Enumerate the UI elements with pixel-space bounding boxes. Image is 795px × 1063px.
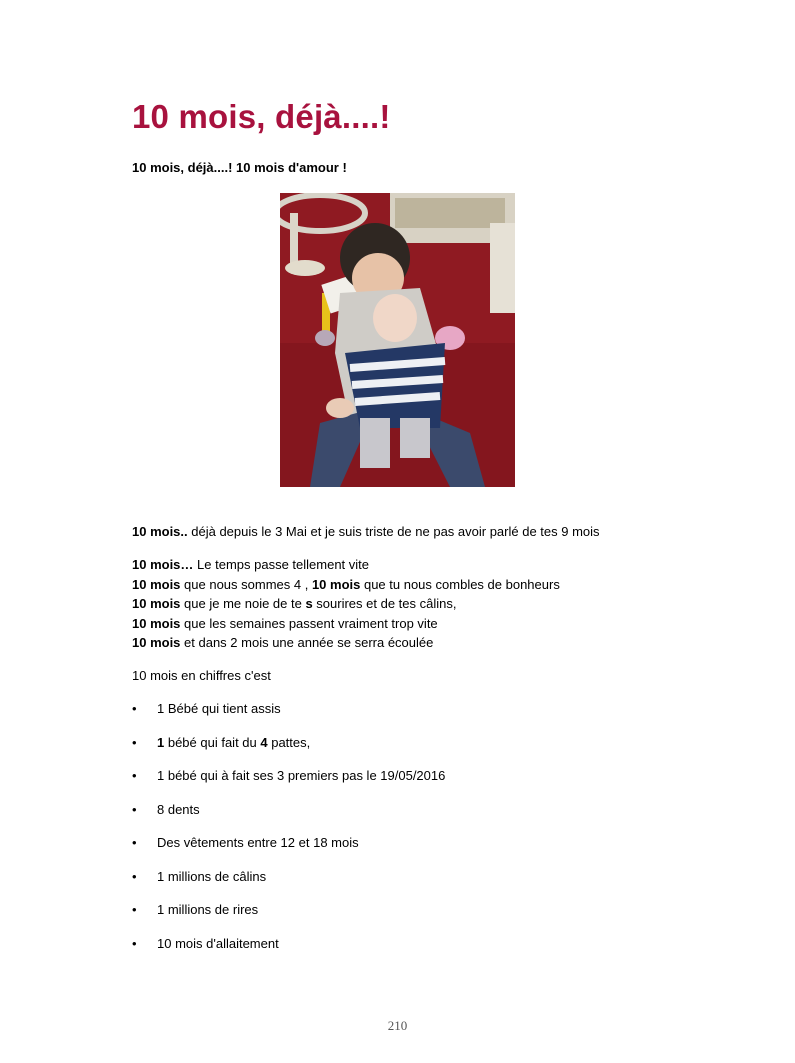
bullet-icon: • <box>132 701 137 716</box>
paragraph-poem <box>132 555 560 653</box>
intro-text: déjà depuis le 3 Mai et je suis triste de ne pas avoir parlé de tes 9 mois <box>187 524 600 539</box>
paragraph-intro <box>132 522 600 542</box>
paragraph-numbers-intro: 10 mois en chiffres c'est <box>132 668 271 683</box>
bullet-icon: • <box>132 902 137 917</box>
page-title: 10 mois, déjà....! <box>132 98 391 135</box>
photo-children-on-carpet <box>280 193 515 487</box>
poem-line: 10 mois… Le temps passe tellement vite <box>132 557 370 572</box>
page-number: 210 <box>387 1018 408 1033</box>
bullet-icon: • <box>132 835 137 850</box>
subtitle: 10 mois, déjà....! 10 mois d'amour ! <box>132 160 347 175</box>
bullet-icon: • <box>132 868 137 884</box>
poem-line: 10 mois que je me noie de te s sourires et de tes câlins, <box>132 596 457 611</box>
bullet-icon: • <box>132 768 137 783</box>
bullet-icon: • <box>132 935 137 951</box>
bullet-icon: • <box>132 801 137 817</box>
poem-line: 10 mois que les semaines passent vraiment trop vite <box>132 615 438 631</box>
bullet-icon: • <box>132 734 137 750</box>
poem-line: 10 mois et dans 2 mois une année se serra écoulée <box>132 635 434 650</box>
intro-bold: 10 mois.. <box>132 524 188 539</box>
poem-line: 10 mois que nous sommes 4 , 10 mois que tu nous combles de bonheurs <box>132 576 560 592</box>
